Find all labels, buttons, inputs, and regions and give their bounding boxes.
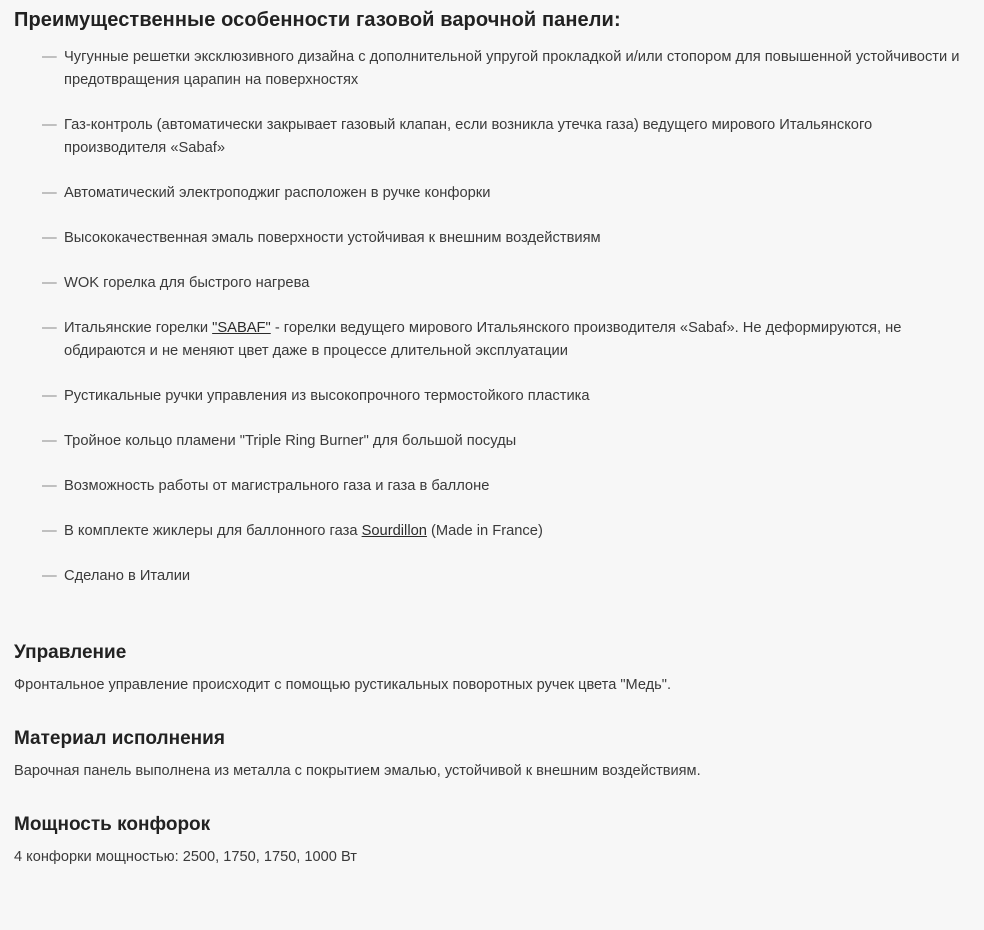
feature-text-suffix: - горелки ведущего мирового Итальянского производителя «Sabaf». Не деформируются, не обдираются и не меняют цвет даже в процессе длительной эксплуатации	[64, 320, 902, 359]
feature-text: Газ-контроль (автоматически закрывает газовый клапан, если возникла утечка газа) ведущего мирового Итальянского производителя «Sabaf»	[64, 117, 873, 156]
list-item	[14, 317, 970, 363]
bullet-dash-icon: —	[42, 117, 57, 133]
bullet-dash-icon: —	[42, 478, 57, 494]
feature-text: Итальянские горелки	[64, 320, 213, 336]
list-item	[14, 430, 970, 453]
list-item	[14, 46, 970, 92]
feature-text: Автоматический электроподжиг расположен в ручке конфорки	[64, 185, 491, 201]
feature-text: В комплекте жиклеры для баллонного газа	[64, 523, 362, 539]
feature-text-suffix: (Made in France)	[426, 523, 543, 539]
list-item	[14, 565, 970, 588]
section-text-power: 4 конфорки мощностью: 2500, 1750, 1750, 1000 Вт	[14, 849, 357, 865]
feature-text: Тройное кольцо пламени "Triple Ring Burner" для большой посуды	[64, 433, 517, 449]
bullet-dash-icon: —	[42, 523, 57, 539]
bullet-dash-icon: —	[42, 320, 57, 336]
list-item	[14, 272, 970, 295]
bullet-dash-icon: —	[42, 49, 57, 65]
bullet-dash-icon: —	[42, 388, 57, 404]
section-text-upravlenie: Фронтальное управление происходит с помощью рустикальных поворотных ручек цвета "Медь".	[14, 677, 672, 693]
list-item	[14, 227, 970, 250]
bullet-dash-icon: —	[42, 230, 57, 246]
section-title-material: Материал исполнения	[14, 728, 225, 749]
section-title-upravlenie: Управление	[14, 642, 127, 663]
list-item	[14, 475, 970, 498]
sourdillon-link[interactable]: Sourdillon	[361, 523, 427, 539]
bullet-dash-icon: —	[42, 433, 57, 449]
features-list	[14, 46, 970, 588]
feature-text: Рустикальные ручки управления из высокопрочного термостойкого пластика	[64, 388, 590, 404]
sabaf-link[interactable]: "SABAF"	[212, 320, 271, 336]
feature-text: Сделано в Италии	[64, 568, 191, 584]
feature-text: Чугунные решетки эксклюзивного дизайна с дополнительной упругой прокладкой и/или стопором для повышенной устойчивости и предотвращения царапин на поверхностях	[64, 49, 960, 88]
bullet-dash-icon: —	[42, 275, 57, 291]
list-item	[14, 182, 970, 205]
bullet-dash-icon: —	[42, 185, 57, 201]
feature-text: Возможность работы от магистрального газа и газа в баллоне	[64, 478, 490, 494]
section-title-power: Мощность конфорок	[14, 814, 211, 835]
feature-text: Высококачественная эмаль поверхности устойчивая к внешним воздействиям	[64, 230, 601, 246]
list-item	[14, 114, 970, 160]
feature-text: WOK горелка для быстрого нагрева	[64, 275, 310, 291]
list-item	[14, 385, 970, 408]
bullet-dash-icon: —	[42, 568, 57, 584]
list-item	[14, 520, 970, 543]
section-text-material: Варочная панель выполнена из металла с покрытием эмалью, устойчивой к внешним воздействиям.	[14, 763, 701, 779]
page-title: Преимущественные особенности газовой варочной панели:	[14, 9, 621, 31]
